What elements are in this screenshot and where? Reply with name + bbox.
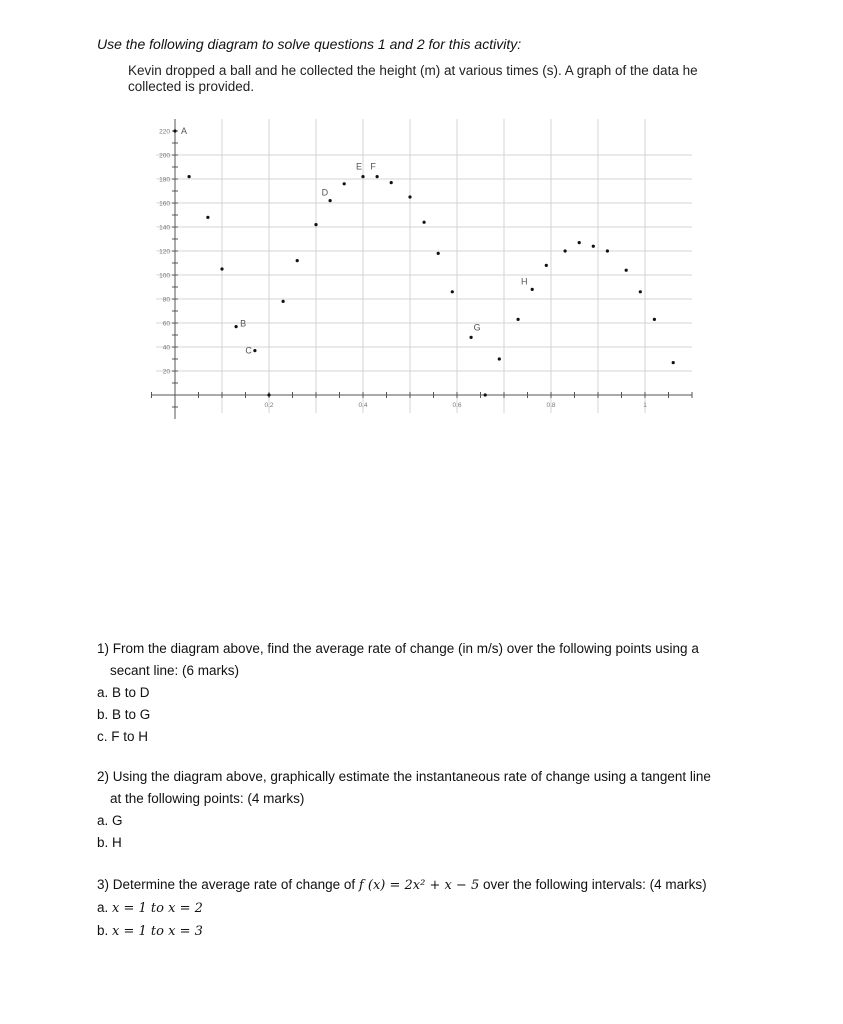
question-1 [97,638,699,748]
data-point [206,216,209,219]
question-3-item-b [97,920,707,943]
data-point [361,175,364,178]
point-label: C [245,345,252,356]
y-tick-label: 220 [159,128,170,136]
scatter-plot [145,100,705,420]
data-point [314,223,317,226]
point-label: F [370,161,376,172]
data-point [484,393,487,396]
question-2-item-b: b. H [97,835,122,850]
point-label: E [355,161,363,172]
x-tick-label: 1 [643,402,647,409]
question-3-function: f (x) = 2x² + x − 5 [358,878,480,893]
point-label: H [520,276,528,287]
y-tick-label: 160 [159,200,170,208]
y-tick-label: 200 [159,152,170,160]
question-2 [97,766,711,854]
data-point [592,245,595,248]
y-tick-label: 60 [162,320,170,328]
question-1-item-b: b. B to G [97,707,151,722]
question-3-item-a-expr: x = 1 to x = 2 [112,901,203,916]
y-tick-label: 40 [162,344,170,352]
y-tick-label: 180 [159,176,170,184]
question-1-line1: 1) From the diagram above, find the average rate of change (in m/s) over the following points using a [97,641,699,656]
data-point [470,336,473,339]
question-3-item-a [97,897,707,920]
data-point [282,300,285,303]
x-tick-label: 0.8 [546,402,556,409]
question-1-line2: secant line: (6 marks) [110,663,240,678]
data-point [672,361,675,364]
data-point [578,241,581,244]
data-point [545,264,548,267]
point-label: G [473,322,481,333]
data-point [253,349,256,352]
question-3-prefix: 3) Determine the average rate of change of [97,877,356,892]
y-tick-label: 120 [159,248,170,256]
intro-paragraph: Kevin dropped a ball and he collected the height (m) at various times (s). A graph of the data he collected is provided. [128,63,698,94]
question-1-item-c: c. F to H [97,729,149,744]
question-3-item-b-label: b. [97,923,109,938]
data-point [498,357,501,360]
data-point [653,318,656,321]
data-point [408,195,411,198]
instruction-text: Use the following diagram to solve questions 1 and 2 for this activity: [97,36,522,52]
question-3-suffix: over the following intervals: (4 marks) [483,877,707,892]
question-2-line1: 2) Using the diagram above, graphically estimate the instantaneous rate of change using a tangent line [97,769,711,784]
y-tick-label: 100 [159,272,170,280]
y-tick-label: 140 [159,224,170,232]
data-point [625,269,628,272]
data-point [639,290,642,293]
data-point [343,182,346,185]
question-1-item-a: a. B to D [97,685,150,700]
data-point [390,181,393,184]
data-point [235,325,238,328]
data-point [376,175,379,178]
data-point [451,290,454,293]
x-tick-label: 0.6 [452,402,462,409]
x-tick-label: 0.2 [264,402,274,409]
question-2-item-a: a. G [97,813,123,828]
data-point [606,249,609,252]
data-point [564,249,567,252]
y-tick-label: 80 [162,296,170,304]
data-point [188,175,191,178]
data-point [296,259,299,262]
data-point [267,393,270,396]
question-3-item-a-label: a. [97,900,109,915]
y-tick-label: 20 [162,368,170,376]
data-point [531,288,534,291]
question-3 [97,874,707,943]
data-point [517,318,520,321]
point-label: A [181,126,188,136]
question-3-line1 [97,874,707,897]
data-point [220,267,223,270]
data-point [173,129,176,132]
data-point [423,221,426,224]
x-tick-label: 0.4 [358,402,368,409]
point-label: B [240,318,247,329]
data-point [329,199,332,202]
question-2-line2: at the following points: (4 marks) [110,791,305,806]
question-3-item-b-expr: x = 1 to x = 3 [112,924,203,939]
point-label: D [321,187,329,198]
data-point [437,252,440,255]
